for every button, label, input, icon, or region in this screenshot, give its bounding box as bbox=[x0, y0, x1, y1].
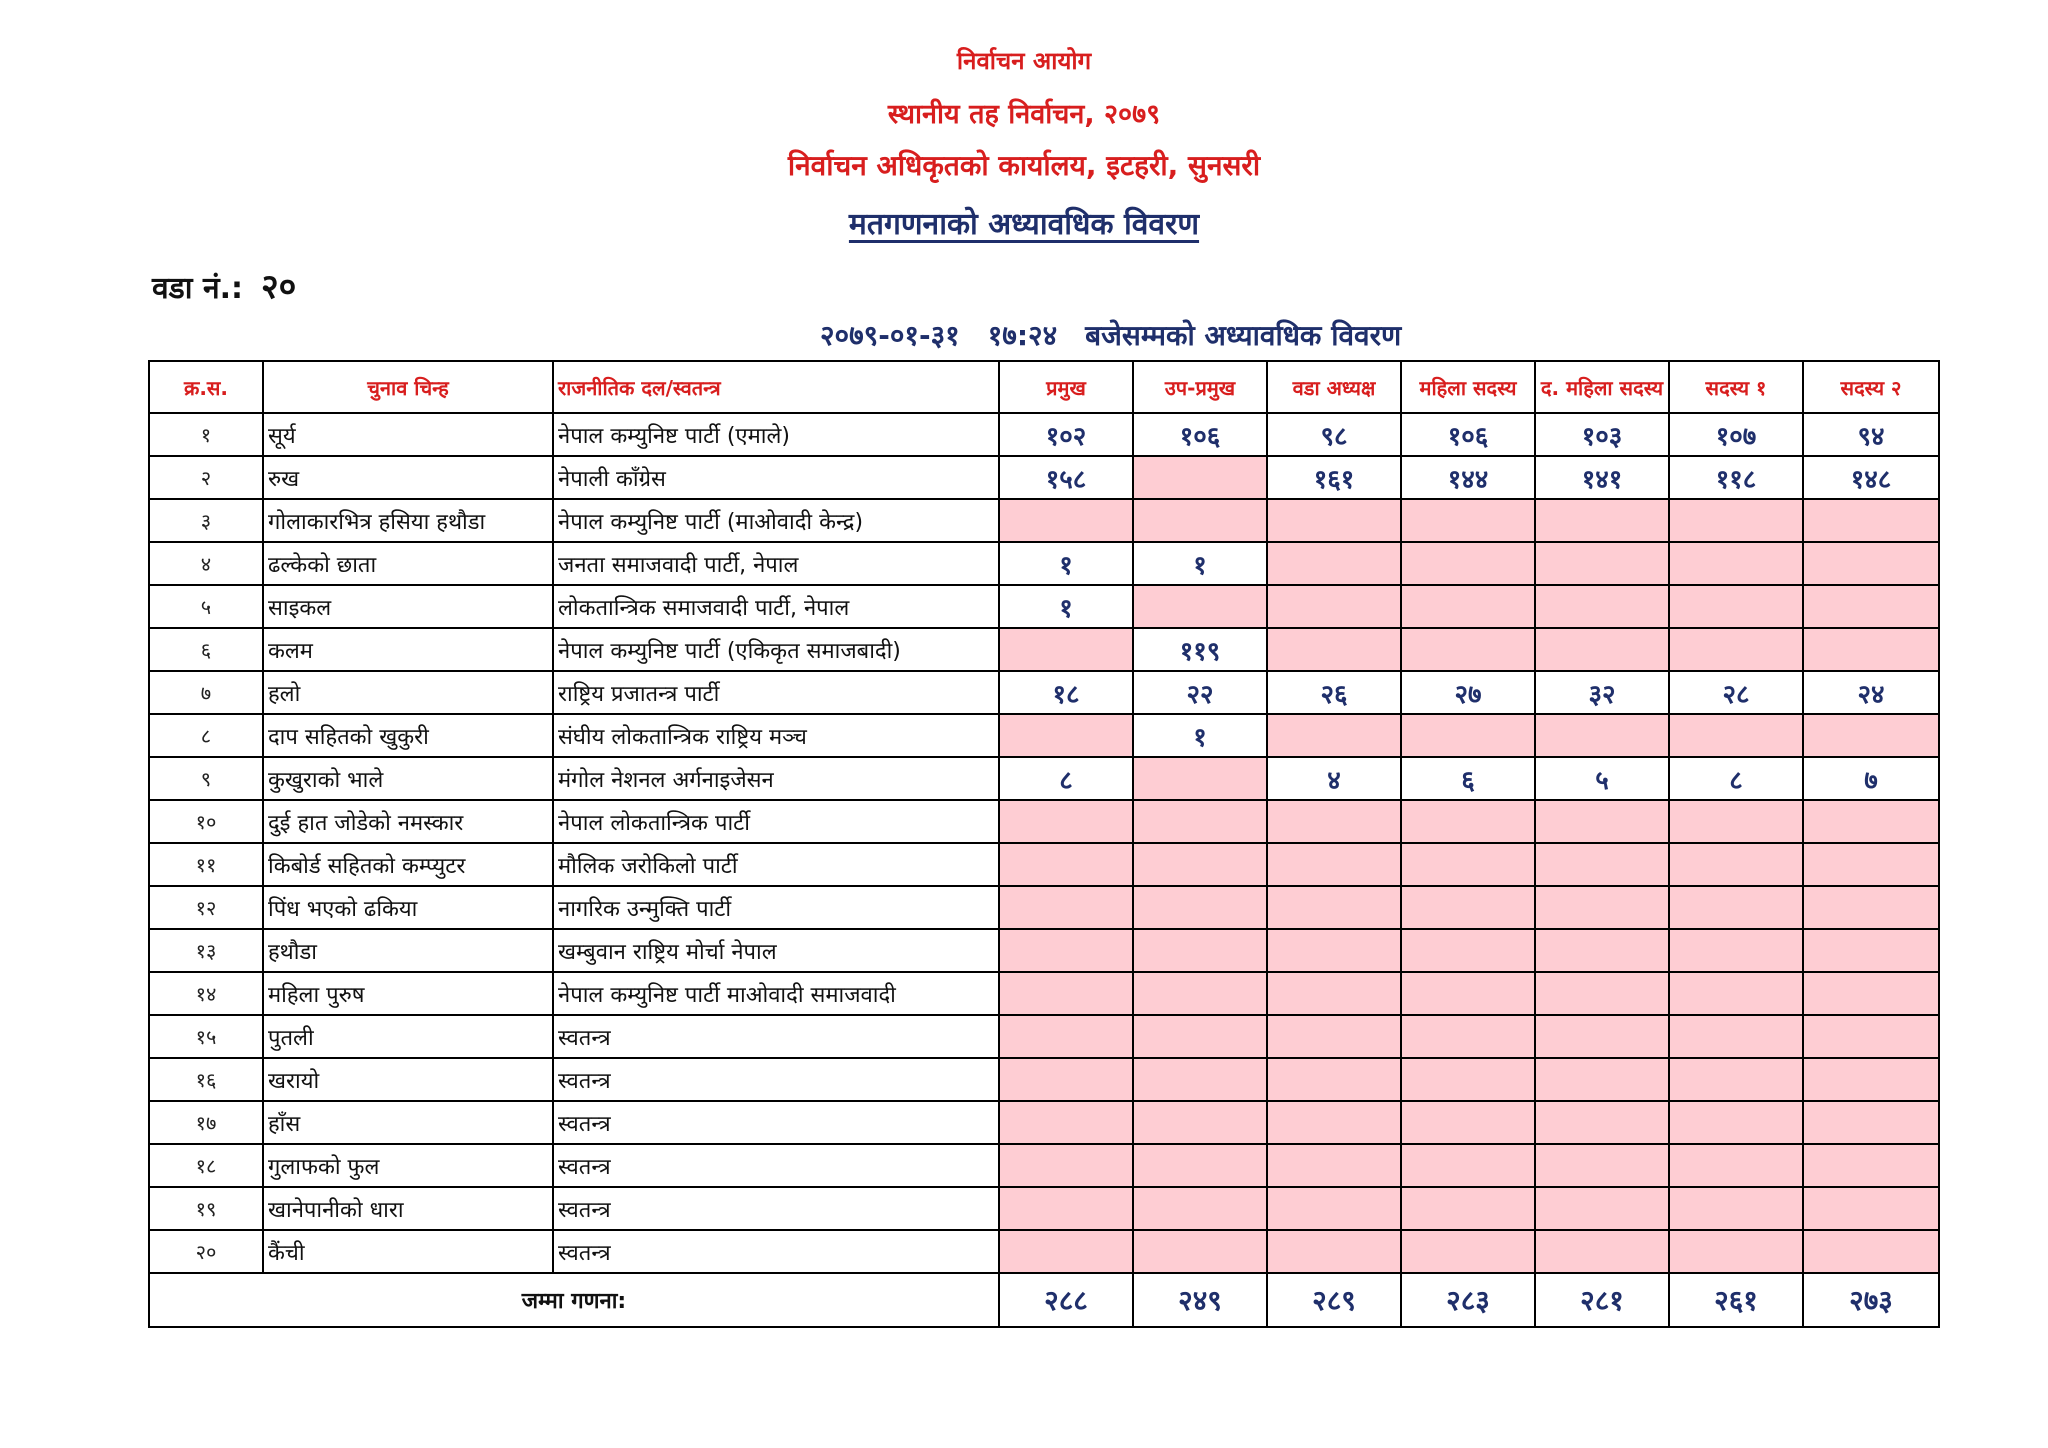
vote-cell: १०२ bbox=[999, 413, 1133, 456]
vote-cell: १०३ bbox=[1535, 413, 1669, 456]
vote-cell: ८ bbox=[999, 757, 1133, 800]
serial-cell: ४ bbox=[149, 542, 263, 585]
vote-cell: २२ bbox=[1133, 671, 1267, 714]
serial-cell: १३ bbox=[149, 929, 263, 972]
vote-cell bbox=[1535, 929, 1669, 972]
vote-cell bbox=[1267, 1187, 1401, 1230]
vote-cell bbox=[1267, 843, 1401, 886]
vote-cell bbox=[1401, 1144, 1535, 1187]
vote-cell bbox=[1267, 800, 1401, 843]
vote-cell bbox=[1133, 1144, 1267, 1187]
total-member-2: २७३ bbox=[1803, 1273, 1939, 1327]
report-title bbox=[0, 202, 2048, 243]
symbol-cell: खानेपानीको धारा bbox=[263, 1187, 553, 1230]
commission-title: निर्वाचन आयोग bbox=[956, 47, 1092, 75]
vote-cell bbox=[1535, 1101, 1669, 1144]
as-of-suffix: बजेसम्मको अध्यावधिक विवरण bbox=[1085, 319, 1402, 352]
table-row bbox=[149, 1230, 1939, 1273]
table-row bbox=[149, 456, 1939, 499]
vote-cell bbox=[1401, 1058, 1535, 1101]
symbol-cell: साइकल bbox=[263, 585, 553, 628]
party-cell: खम्बुवान राष्ट्रिय मोर्चा नेपाल bbox=[553, 929, 999, 972]
vote-count-table bbox=[148, 360, 1940, 1328]
table-row bbox=[149, 886, 1939, 929]
vote-cell: १०६ bbox=[1401, 413, 1535, 456]
vote-cell bbox=[999, 1230, 1133, 1273]
party-cell: मंगोल नेशनल अर्गनाइजेसन bbox=[553, 757, 999, 800]
vote-cell: १८ bbox=[999, 671, 1133, 714]
party-cell: नागरिक उन्मुक्ति पार्टी bbox=[553, 886, 999, 929]
vote-cell bbox=[1401, 714, 1535, 757]
vote-cell bbox=[1535, 800, 1669, 843]
table-row bbox=[149, 1101, 1939, 1144]
vote-cell bbox=[1669, 972, 1803, 1015]
totals-row bbox=[149, 1273, 1939, 1327]
symbol-cell: रुख bbox=[263, 456, 553, 499]
serial-cell: ५ bbox=[149, 585, 263, 628]
vote-cell bbox=[1133, 1101, 1267, 1144]
vote-cell bbox=[1267, 886, 1401, 929]
vote-cell bbox=[1803, 1230, 1939, 1273]
serial-cell: ७ bbox=[149, 671, 263, 714]
vote-cell bbox=[1669, 1187, 1803, 1230]
table-row bbox=[149, 499, 1939, 542]
vote-cell bbox=[1401, 1187, 1535, 1230]
vote-cell: ९४ bbox=[1803, 413, 1939, 456]
vote-cell bbox=[1803, 843, 1939, 886]
party-cell: मौलिक जरोकिलो पार्टी bbox=[553, 843, 999, 886]
serial-cell: १४ bbox=[149, 972, 263, 1015]
vote-cell: १०७ bbox=[1669, 413, 1803, 456]
table-row bbox=[149, 585, 1939, 628]
vote-cell bbox=[999, 499, 1133, 542]
vote-cell bbox=[1133, 1187, 1267, 1230]
vote-cell bbox=[1401, 585, 1535, 628]
vote-cell bbox=[1267, 1144, 1401, 1187]
vote-cell: १६१ bbox=[1267, 456, 1401, 499]
vote-cell bbox=[1133, 972, 1267, 1015]
col-ward-chair: वडा अध्यक्ष bbox=[1267, 361, 1401, 413]
vote-cell bbox=[999, 1187, 1133, 1230]
table-row bbox=[149, 714, 1939, 757]
vote-cell: २४ bbox=[1803, 671, 1939, 714]
symbol-cell: खरायो bbox=[263, 1058, 553, 1101]
total-deputy-mayor: २४९ bbox=[1133, 1273, 1267, 1327]
vote-cell bbox=[1401, 800, 1535, 843]
party-cell: स्वतन्त्र bbox=[553, 1015, 999, 1058]
vote-cell bbox=[1535, 1058, 1669, 1101]
party-cell: राष्ट्रिय प्रजातन्त्र पार्टी bbox=[553, 671, 999, 714]
symbol-cell: दुई हात जोडेको नमस्कार bbox=[263, 800, 553, 843]
serial-cell: १६ bbox=[149, 1058, 263, 1101]
vote-cell bbox=[1803, 499, 1939, 542]
table-row bbox=[149, 929, 1939, 972]
vote-cell bbox=[1133, 1230, 1267, 1273]
party-cell: स्वतन्त्र bbox=[553, 1144, 999, 1187]
party-cell: स्वतन्त्र bbox=[553, 1101, 999, 1144]
symbol-cell: हथौडा bbox=[263, 929, 553, 972]
vote-cell bbox=[1803, 1058, 1939, 1101]
party-cell: संघीय लोकतान्त्रिक राष्ट्रिय मञ्च bbox=[553, 714, 999, 757]
vote-cell bbox=[999, 1015, 1133, 1058]
total-mayor: २८८ bbox=[999, 1273, 1133, 1327]
vote-cell bbox=[1133, 886, 1267, 929]
vote-cell bbox=[1267, 714, 1401, 757]
table-row bbox=[149, 1058, 1939, 1101]
table-row bbox=[149, 972, 1939, 1015]
ward-value: २० bbox=[261, 267, 297, 307]
symbol-cell: महिला पुरुष bbox=[263, 972, 553, 1015]
vote-cell bbox=[1401, 1015, 1535, 1058]
vote-cell bbox=[1133, 800, 1267, 843]
as-of-line bbox=[820, 316, 1401, 354]
serial-cell: ३ bbox=[149, 499, 263, 542]
vote-cell: ५ bbox=[1535, 757, 1669, 800]
col-symbol: चुनाव चिन्ह bbox=[263, 361, 553, 413]
vote-cell bbox=[1669, 1144, 1803, 1187]
vote-cell bbox=[1267, 499, 1401, 542]
election-title: स्थानीय तह निर्वाचन, २०७९ bbox=[887, 99, 1161, 130]
vote-cell bbox=[1803, 1015, 1939, 1058]
vote-cell bbox=[1803, 542, 1939, 585]
as-of-time: १७:२४ bbox=[987, 319, 1058, 352]
serial-cell: ११ bbox=[149, 843, 263, 886]
vote-cell bbox=[1669, 929, 1803, 972]
vote-cell bbox=[1669, 628, 1803, 671]
vote-cell: २६ bbox=[1267, 671, 1401, 714]
vote-cell bbox=[1267, 628, 1401, 671]
symbol-cell: किबोर्ड सहितको कम्प्युटर bbox=[263, 843, 553, 886]
vote-cell: २८ bbox=[1669, 671, 1803, 714]
col-deputy-mayor: उप-प्रमुख bbox=[1133, 361, 1267, 413]
vote-cell bbox=[999, 1101, 1133, 1144]
vote-cell bbox=[1133, 1058, 1267, 1101]
vote-cell bbox=[1669, 1101, 1803, 1144]
vote-cell bbox=[1133, 929, 1267, 972]
vote-cell bbox=[1401, 1230, 1535, 1273]
vote-cell bbox=[1535, 1015, 1669, 1058]
vote-cell bbox=[1669, 585, 1803, 628]
table-header-row bbox=[149, 361, 1939, 413]
table-row bbox=[149, 1187, 1939, 1230]
party-cell: लोकतान्त्रिक समाजवादी पार्टी, नेपाल bbox=[553, 585, 999, 628]
vote-cell bbox=[1803, 714, 1939, 757]
table-row bbox=[149, 413, 1939, 456]
table-row bbox=[149, 1015, 1939, 1058]
serial-cell: ९ bbox=[149, 757, 263, 800]
symbol-cell: कैंची bbox=[263, 1230, 553, 1273]
vote-cell: १ bbox=[999, 585, 1133, 628]
vote-cell bbox=[999, 972, 1133, 1015]
party-cell: नेपाल लोकतान्त्रिक पार्टी bbox=[553, 800, 999, 843]
vote-cell: १ bbox=[1133, 714, 1267, 757]
vote-cell bbox=[1401, 628, 1535, 671]
vote-cell bbox=[999, 1058, 1133, 1101]
vote-cell bbox=[1669, 542, 1803, 585]
vote-cell bbox=[1267, 972, 1401, 1015]
vote-cell: १०६ bbox=[1133, 413, 1267, 456]
vote-cell bbox=[1669, 800, 1803, 843]
vote-cell bbox=[1267, 1058, 1401, 1101]
vote-cell bbox=[999, 628, 1133, 671]
vote-cell bbox=[1401, 499, 1535, 542]
vote-cell bbox=[1803, 628, 1939, 671]
office-title: निर्वाचन अधिकृतको कार्यालय, इटहरी, सुनसरी bbox=[787, 149, 1261, 182]
vote-cell bbox=[999, 714, 1133, 757]
serial-cell: १ bbox=[149, 413, 263, 456]
vote-cell bbox=[1535, 1230, 1669, 1273]
vote-cell bbox=[1669, 714, 1803, 757]
total-ward-chair: २८९ bbox=[1267, 1273, 1401, 1327]
symbol-cell: गुलाफको फुल bbox=[263, 1144, 553, 1187]
vote-cell: ४ bbox=[1267, 757, 1401, 800]
vote-cell: १४८ bbox=[1803, 456, 1939, 499]
symbol-cell: पिंध भएको ढकिया bbox=[263, 886, 553, 929]
vote-cell bbox=[1133, 757, 1267, 800]
party-cell: नेपाल कम्युनिष्ट पार्टी (एकिकृत समाजबादी) bbox=[553, 628, 999, 671]
serial-cell: १८ bbox=[149, 1144, 263, 1187]
vote-cell bbox=[1401, 843, 1535, 886]
vote-cell bbox=[1535, 843, 1669, 886]
totals-label: जम्मा गणना: bbox=[149, 1273, 999, 1327]
party-cell: नेपाल कम्युनिष्ट पार्टी (एमाले) bbox=[553, 413, 999, 456]
serial-cell: २० bbox=[149, 1230, 263, 1273]
symbol-cell: कुखुराको भाले bbox=[263, 757, 553, 800]
vote-cell bbox=[1267, 1230, 1401, 1273]
symbol-cell: दाप सहितको खुकुरी bbox=[263, 714, 553, 757]
vote-cell bbox=[1803, 1144, 1939, 1187]
vote-cell bbox=[1401, 1101, 1535, 1144]
symbol-cell: पुतली bbox=[263, 1015, 553, 1058]
table-row bbox=[149, 757, 1939, 800]
table-row bbox=[149, 800, 1939, 843]
vote-cell bbox=[1133, 1015, 1267, 1058]
vote-cell bbox=[1803, 585, 1939, 628]
vote-cell: ११८ bbox=[1669, 456, 1803, 499]
ward-number bbox=[152, 262, 296, 308]
vote-cell bbox=[1401, 972, 1535, 1015]
vote-cell: १४१ bbox=[1535, 456, 1669, 499]
vote-cell bbox=[1803, 1101, 1939, 1144]
symbol-cell: सूर्य bbox=[263, 413, 553, 456]
vote-cell bbox=[1267, 1015, 1401, 1058]
vote-cell bbox=[1669, 499, 1803, 542]
vote-cell bbox=[1803, 972, 1939, 1015]
vote-cell bbox=[1535, 1187, 1669, 1230]
symbol-cell: हाँस bbox=[263, 1101, 553, 1144]
vote-cell bbox=[1401, 886, 1535, 929]
table-row bbox=[149, 628, 1939, 671]
col-dalit-woman-member: द. महिला सदस्य bbox=[1535, 361, 1669, 413]
vote-cell: ६ bbox=[1401, 757, 1535, 800]
party-cell: नेपाल कम्युनिष्ट पार्टी माओवादी समाजवादी bbox=[553, 972, 999, 1015]
vote-cell: २७ bbox=[1401, 671, 1535, 714]
total-woman-member: २८३ bbox=[1401, 1273, 1535, 1327]
vote-cell bbox=[1535, 542, 1669, 585]
vote-cell bbox=[1669, 1230, 1803, 1273]
total-member-1: २६१ bbox=[1669, 1273, 1803, 1327]
table-row bbox=[149, 843, 1939, 886]
party-cell: जनता समाजवादी पार्टी, नेपाल bbox=[553, 542, 999, 585]
vote-cell: ८ bbox=[1669, 757, 1803, 800]
serial-cell: १७ bbox=[149, 1101, 263, 1144]
serial-cell: ६ bbox=[149, 628, 263, 671]
vote-cell bbox=[1803, 1187, 1939, 1230]
vote-cell bbox=[1669, 886, 1803, 929]
vote-cell bbox=[1267, 1101, 1401, 1144]
table-row bbox=[149, 542, 1939, 585]
party-cell: नेपाल कम्युनिष्ट पार्टी (माओवादी केन्द्र) bbox=[553, 499, 999, 542]
col-member-1: सदस्य १ bbox=[1669, 361, 1803, 413]
vote-cell bbox=[1803, 929, 1939, 972]
vote-cell bbox=[1535, 628, 1669, 671]
vote-cell: ३२ bbox=[1535, 671, 1669, 714]
vote-cell: १४४ bbox=[1401, 456, 1535, 499]
vote-cell bbox=[1535, 1144, 1669, 1187]
vote-cell bbox=[1133, 843, 1267, 886]
vote-cell bbox=[999, 800, 1133, 843]
party-cell: नेपाली काँग्रेस bbox=[553, 456, 999, 499]
serial-cell: ८ bbox=[149, 714, 263, 757]
vote-cell bbox=[1133, 456, 1267, 499]
vote-cell bbox=[999, 1144, 1133, 1187]
vote-cell bbox=[1401, 542, 1535, 585]
vote-cell bbox=[1267, 929, 1401, 972]
vote-cell: १ bbox=[999, 542, 1133, 585]
vote-cell bbox=[1133, 499, 1267, 542]
col-party: राजनीतिक दल/स्वतन्त्र bbox=[553, 361, 999, 413]
symbol-cell: ढल्केको छाता bbox=[263, 542, 553, 585]
vote-cell bbox=[1535, 499, 1669, 542]
party-cell: स्वतन्त्र bbox=[553, 1058, 999, 1101]
vote-cell bbox=[999, 886, 1133, 929]
vote-cell bbox=[1669, 843, 1803, 886]
vote-cell: १ bbox=[1133, 542, 1267, 585]
serial-cell: २ bbox=[149, 456, 263, 499]
vote-cell bbox=[1535, 886, 1669, 929]
symbol-cell: गोलाकारभित्र हसिया हथौडा bbox=[263, 499, 553, 542]
vote-cell bbox=[1133, 585, 1267, 628]
table-row bbox=[149, 1144, 1939, 1187]
vote-cell bbox=[1401, 929, 1535, 972]
report-title-text: मतगणनाको अध्यावधिक विवरण bbox=[848, 207, 1200, 242]
col-serial: क्र.स. bbox=[149, 361, 263, 413]
vote-cell bbox=[999, 843, 1133, 886]
vote-cell: ११९ bbox=[1133, 628, 1267, 671]
vote-cell bbox=[1535, 972, 1669, 1015]
vote-cell: १५८ bbox=[999, 456, 1133, 499]
col-mayor: प्रमुख bbox=[999, 361, 1133, 413]
vote-cell: ९८ bbox=[1267, 413, 1401, 456]
col-member-2: सदस्य २ bbox=[1803, 361, 1939, 413]
serial-cell: १२ bbox=[149, 886, 263, 929]
vote-cell bbox=[1267, 585, 1401, 628]
vote-cell bbox=[1535, 714, 1669, 757]
vote-cell bbox=[1267, 542, 1401, 585]
total-dalit-woman-member: २८१ bbox=[1535, 1273, 1669, 1327]
symbol-cell: कलम bbox=[263, 628, 553, 671]
as-of-date: २०७९-०१-३१ bbox=[820, 319, 960, 352]
serial-cell: १५ bbox=[149, 1015, 263, 1058]
symbol-cell: हलो bbox=[263, 671, 553, 714]
vote-cell bbox=[1535, 585, 1669, 628]
vote-cell bbox=[1803, 800, 1939, 843]
col-woman-member: महिला सदस्य bbox=[1401, 361, 1535, 413]
vote-cell bbox=[1669, 1015, 1803, 1058]
ward-label: वडा नं.: bbox=[152, 271, 243, 306]
serial-cell: १९ bbox=[149, 1187, 263, 1230]
party-cell: स्वतन्त्र bbox=[553, 1230, 999, 1273]
serial-cell: १० bbox=[149, 800, 263, 843]
vote-cell bbox=[1803, 886, 1939, 929]
vote-cell bbox=[999, 929, 1133, 972]
vote-cell: ७ bbox=[1803, 757, 1939, 800]
party-cell: स्वतन्त्र bbox=[553, 1187, 999, 1230]
vote-cell bbox=[1669, 1058, 1803, 1101]
table-row bbox=[149, 671, 1939, 714]
